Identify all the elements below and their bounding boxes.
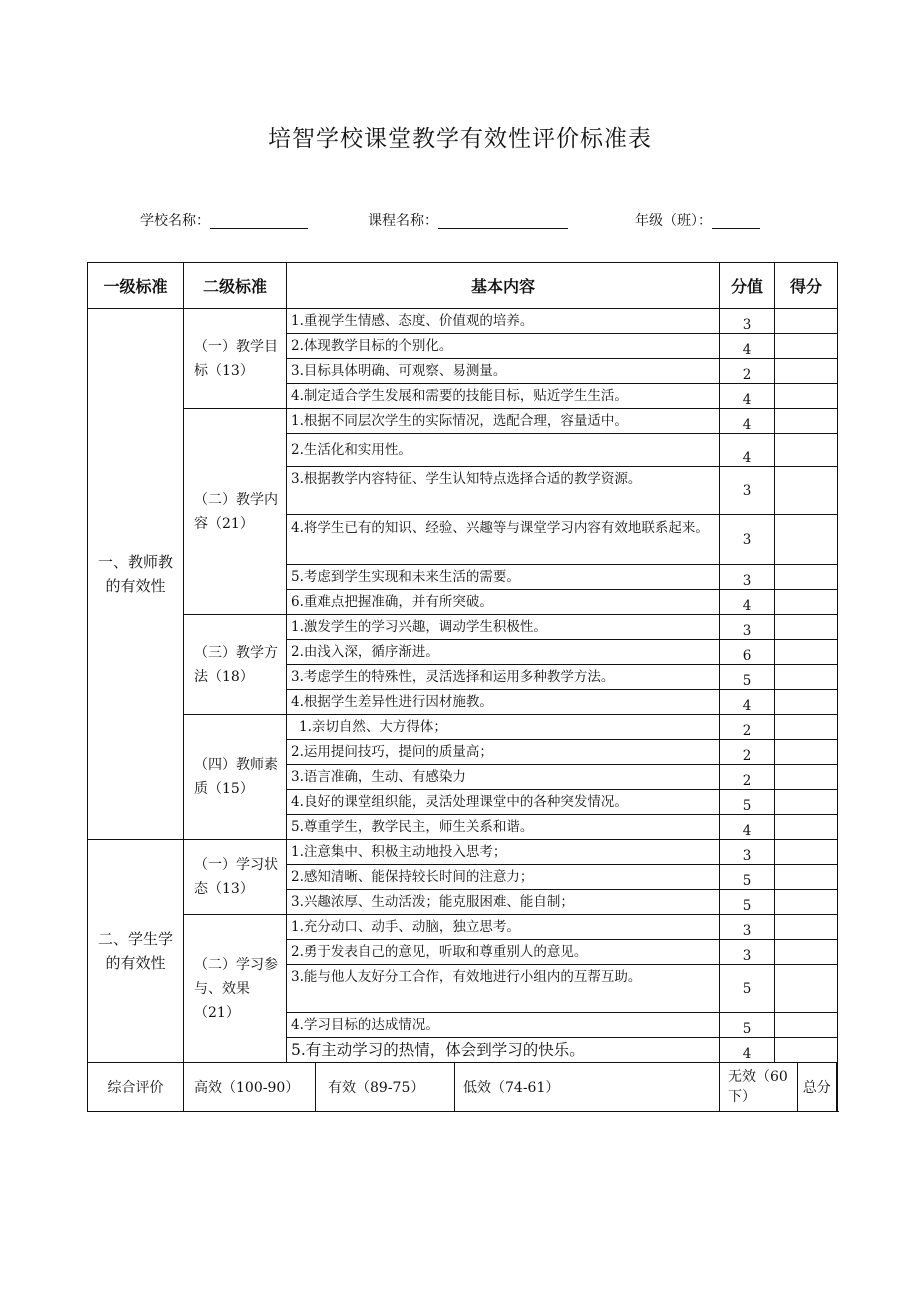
content-cell: 4.根据学生差异性进行因材施教。 (287, 690, 720, 715)
content-cell: 4.制定适合学生发展和需要的技能目标，贴近学生生活。 (287, 384, 720, 409)
primary-teacher: 一、教师教的有效性 (88, 309, 184, 840)
total-label: 总分 (798, 1063, 837, 1111)
content-cell: 6.重难点把握准确，并有所突破。 (287, 590, 720, 615)
score-cell: 5 (720, 965, 775, 1013)
earned-cell[interactable] (775, 940, 838, 965)
content-cell: 1.注意集中、积极主动地投入思考； (287, 840, 720, 865)
header-content: 基本内容 (287, 263, 720, 309)
header-earned: 得分 (775, 263, 838, 309)
table-header-row (88, 263, 838, 309)
score-cell: 4 (720, 384, 775, 409)
earned-cell[interactable] (775, 334, 838, 359)
content-cell: 1.亲切自然、大方得体； (287, 715, 720, 740)
content-cell: 4.良好的课堂组织能，灵活处理课堂中的各种突发情况。 (287, 790, 720, 815)
content-cell: 2.勇于发表自己的意见，听取和尊重别人的意见。 (287, 940, 720, 965)
earned-cell[interactable] (775, 1013, 838, 1038)
score-cell: 3 (720, 940, 775, 965)
content-cell: 3.能与他人友好分工合作，有效地进行小组内的互帮互助。 (287, 965, 720, 1013)
score-cell: 4 (720, 690, 775, 715)
earned-cell[interactable] (775, 890, 838, 915)
table-row (88, 615, 838, 640)
content-cell: 1.重视学生情感、态度、价值观的培养。 (287, 309, 720, 334)
table-row (88, 309, 838, 334)
earned-cell[interactable] (775, 840, 838, 865)
score-cell: 6 (720, 640, 775, 665)
score-cell: 4 (720, 409, 775, 434)
score-cell: 2 (720, 715, 775, 740)
earned-cell[interactable] (775, 665, 838, 690)
header-score: 分值 (720, 263, 775, 309)
content-cell: 2.生活化和实用性。 (287, 434, 720, 467)
earned-cell[interactable] (775, 790, 838, 815)
page-title: 培智学校课堂教学有效性评价标准表 (268, 126, 652, 152)
content-cell: 5.尊重学生，教学民主，师生关系和谐。 (287, 815, 720, 840)
content-cell: 2.感知清晰、能保持较长时间的注意力； (287, 865, 720, 890)
content-cell: 3.语言准确，生动、有感染力 (287, 765, 720, 790)
earned-cell[interactable] (775, 359, 838, 384)
earned-cell[interactable] (775, 740, 838, 765)
table-row (88, 915, 838, 940)
score-cell: 3 (720, 615, 775, 640)
school-name-field (140, 210, 308, 230)
earned-cell[interactable] (775, 515, 838, 565)
score-cell: 5 (720, 790, 775, 815)
earned-cell[interactable] (775, 865, 838, 890)
school-name-label: 学校名称： (140, 213, 210, 229)
grade-label: 年级（班）： (635, 213, 712, 229)
content-cell: 1.激发学生的学习兴趣，调动学生积极性。 (287, 615, 720, 640)
level-effective: 有效（89-75） (316, 1063, 455, 1111)
summary-label: 综合评价 (88, 1063, 184, 1112)
earned-cell[interactable] (775, 590, 838, 615)
table-row (88, 840, 838, 865)
content-cell: 1.根据不同层次学生的实际情况，选配合理，容量适中。 (287, 409, 720, 434)
score-cell: 3 (720, 840, 775, 865)
score-cell: 5 (720, 665, 775, 690)
earned-cell[interactable] (775, 640, 838, 665)
primary-student: 二、学生学的有效性 (88, 840, 184, 1063)
content-cell: 1.充分动口、动手、动脑，独立思考。 (287, 915, 720, 940)
score-cell: 3 (720, 467, 775, 515)
secondary-learning-state: （一）学习状态（13） (184, 840, 287, 915)
school-name-blank[interactable] (210, 214, 308, 229)
table-row (88, 715, 838, 740)
earned-cell[interactable] (775, 309, 838, 334)
content-cell: 3.根据教学内容特征、学生认知特点选择合适的教学资源。 (287, 467, 720, 515)
earned-cell[interactable] (775, 965, 838, 1013)
score-cell: 3 (720, 915, 775, 940)
content-cell: 3.考虑学生的特殊性，灵活选择和运用多种教学方法。 (287, 665, 720, 690)
score-cell: 2 (720, 765, 775, 790)
earned-cell[interactable] (775, 434, 838, 467)
content-cell: 4.学习目标的达成情况。 (287, 1013, 720, 1038)
score-cell: 5 (720, 865, 775, 890)
content-cell: 5.有主动学习的热情，体会到学习的快乐。 (287, 1038, 720, 1063)
earned-cell[interactable] (775, 467, 838, 515)
earned-cell[interactable] (775, 565, 838, 590)
level-high: 高效（100-90） (184, 1063, 316, 1111)
course-name-blank[interactable] (438, 214, 568, 229)
evaluation-table (87, 262, 838, 1112)
earned-cell[interactable] (775, 915, 838, 940)
earned-cell[interactable] (775, 715, 838, 740)
earned-cell[interactable] (775, 690, 838, 715)
content-cell: 5.考虑到学生实现和未来生活的需要。 (287, 565, 720, 590)
earned-cell[interactable] (775, 1038, 838, 1063)
secondary-teaching-content: （二）教学内容（21） (184, 409, 287, 615)
level-low: 低效（74-61） (463, 1080, 560, 1096)
header-primary: 一级标准 (88, 263, 184, 309)
score-cell: 3 (720, 515, 775, 565)
earned-cell[interactable] (775, 765, 838, 790)
score-cell: 3 (720, 565, 775, 590)
score-cell: 4 (720, 334, 775, 359)
content-cell: 3.兴趣浓厚、生动活泼；能克服困难、能自制； (287, 890, 720, 915)
score-cell: 5 (720, 1013, 775, 1038)
summary-row (88, 1063, 838, 1112)
score-cell: 5 (720, 890, 775, 915)
score-cell: 4 (720, 1038, 775, 1063)
secondary-teaching-goals: （一）教学目标（13） (184, 309, 287, 409)
earned-cell[interactable] (775, 384, 838, 409)
score-cell: 2 (720, 359, 775, 384)
earned-cell[interactable] (775, 615, 838, 640)
grade-field (635, 210, 760, 230)
content-cell: 4.将学生已有的知识、经验、兴趣等与课堂学习内容有效地联系起来。 (287, 515, 720, 565)
score-cell: 4 (720, 815, 775, 840)
grade-blank[interactable] (712, 214, 760, 229)
level-invalid: 无效（60 下） (720, 1063, 798, 1111)
secondary-teacher-quality: （四）教师素质（15） (184, 715, 287, 840)
content-cell: 2.运用提问技巧，提问的质量高； (287, 740, 720, 765)
score-cell: 4 (720, 590, 775, 615)
course-name-field (368, 210, 568, 230)
content-cell: 2.由浅入深，循序渐进。 (287, 640, 720, 665)
summary-right (720, 1063, 838, 1112)
content-cell: 2.体现教学目标的个别化。 (287, 334, 720, 359)
score-cell: 3 (720, 309, 775, 334)
secondary-teaching-methods: （三）教学方法（18） (184, 615, 287, 715)
summary-levels (184, 1063, 720, 1112)
earned-cell[interactable] (775, 815, 838, 840)
score-cell: 2 (720, 740, 775, 765)
secondary-learning-participation: （二）学习参与、效果（21） (184, 915, 287, 1063)
earned-cell[interactable] (775, 409, 838, 434)
header-secondary: 二级标准 (184, 263, 287, 309)
table-row (88, 409, 838, 434)
content-cell: 3.目标具体明确、可观察、易测量。 (287, 359, 720, 384)
score-cell: 4 (720, 434, 775, 467)
course-name-label: 课程名称： (368, 213, 438, 229)
